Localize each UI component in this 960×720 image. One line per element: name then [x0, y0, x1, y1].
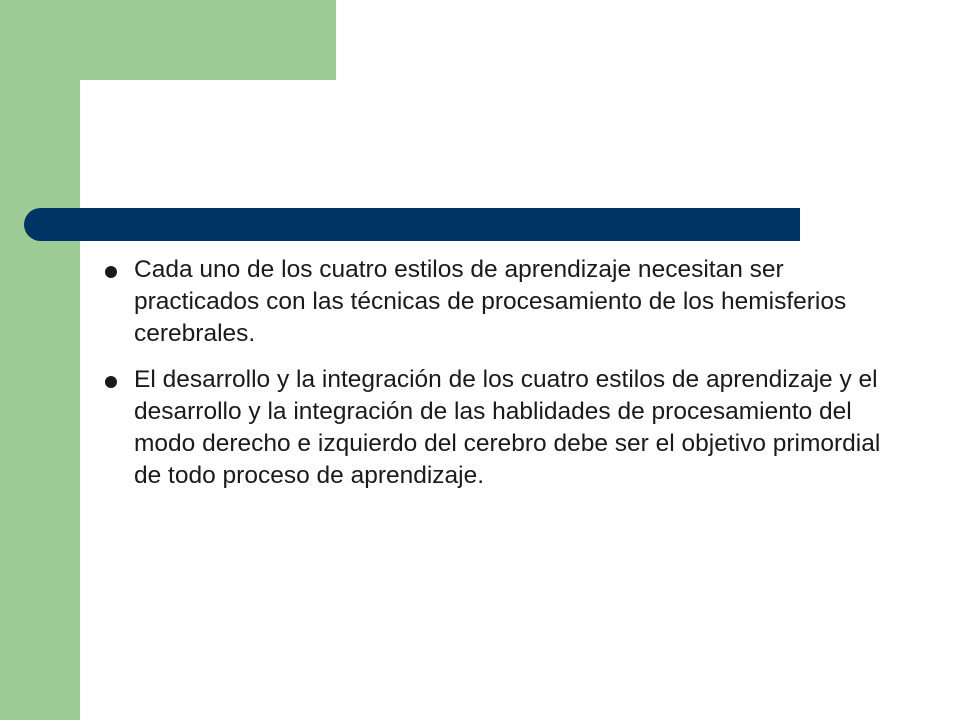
bullet-list [96, 254, 886, 492]
green-side-band [0, 0, 80, 720]
title-bar [24, 208, 800, 241]
bullet-dot-icon [105, 266, 117, 278]
slide-body [96, 254, 886, 506]
bullet-text: Cada uno de los cuatro estilos de aprendizaje necesitan ser practicados con las técnicas de procesamiento de los hemisferios cerebrales. [134, 256, 847, 347]
bullet-text: El desarrollo y la integración de los cuatro estilos de aprendizaje y el desarrollo y la integración de las hablidades de procesamiento del modo derecho e izquierdo del cerebro debe ser el objetivo primordial de todo proceso de aprendizaje. [134, 366, 881, 489]
list-item [96, 364, 886, 492]
rounded-corner [80, 80, 140, 140]
bullet-dot-icon [105, 376, 117, 388]
green-top-band [0, 0, 336, 80]
list-item [96, 254, 886, 350]
